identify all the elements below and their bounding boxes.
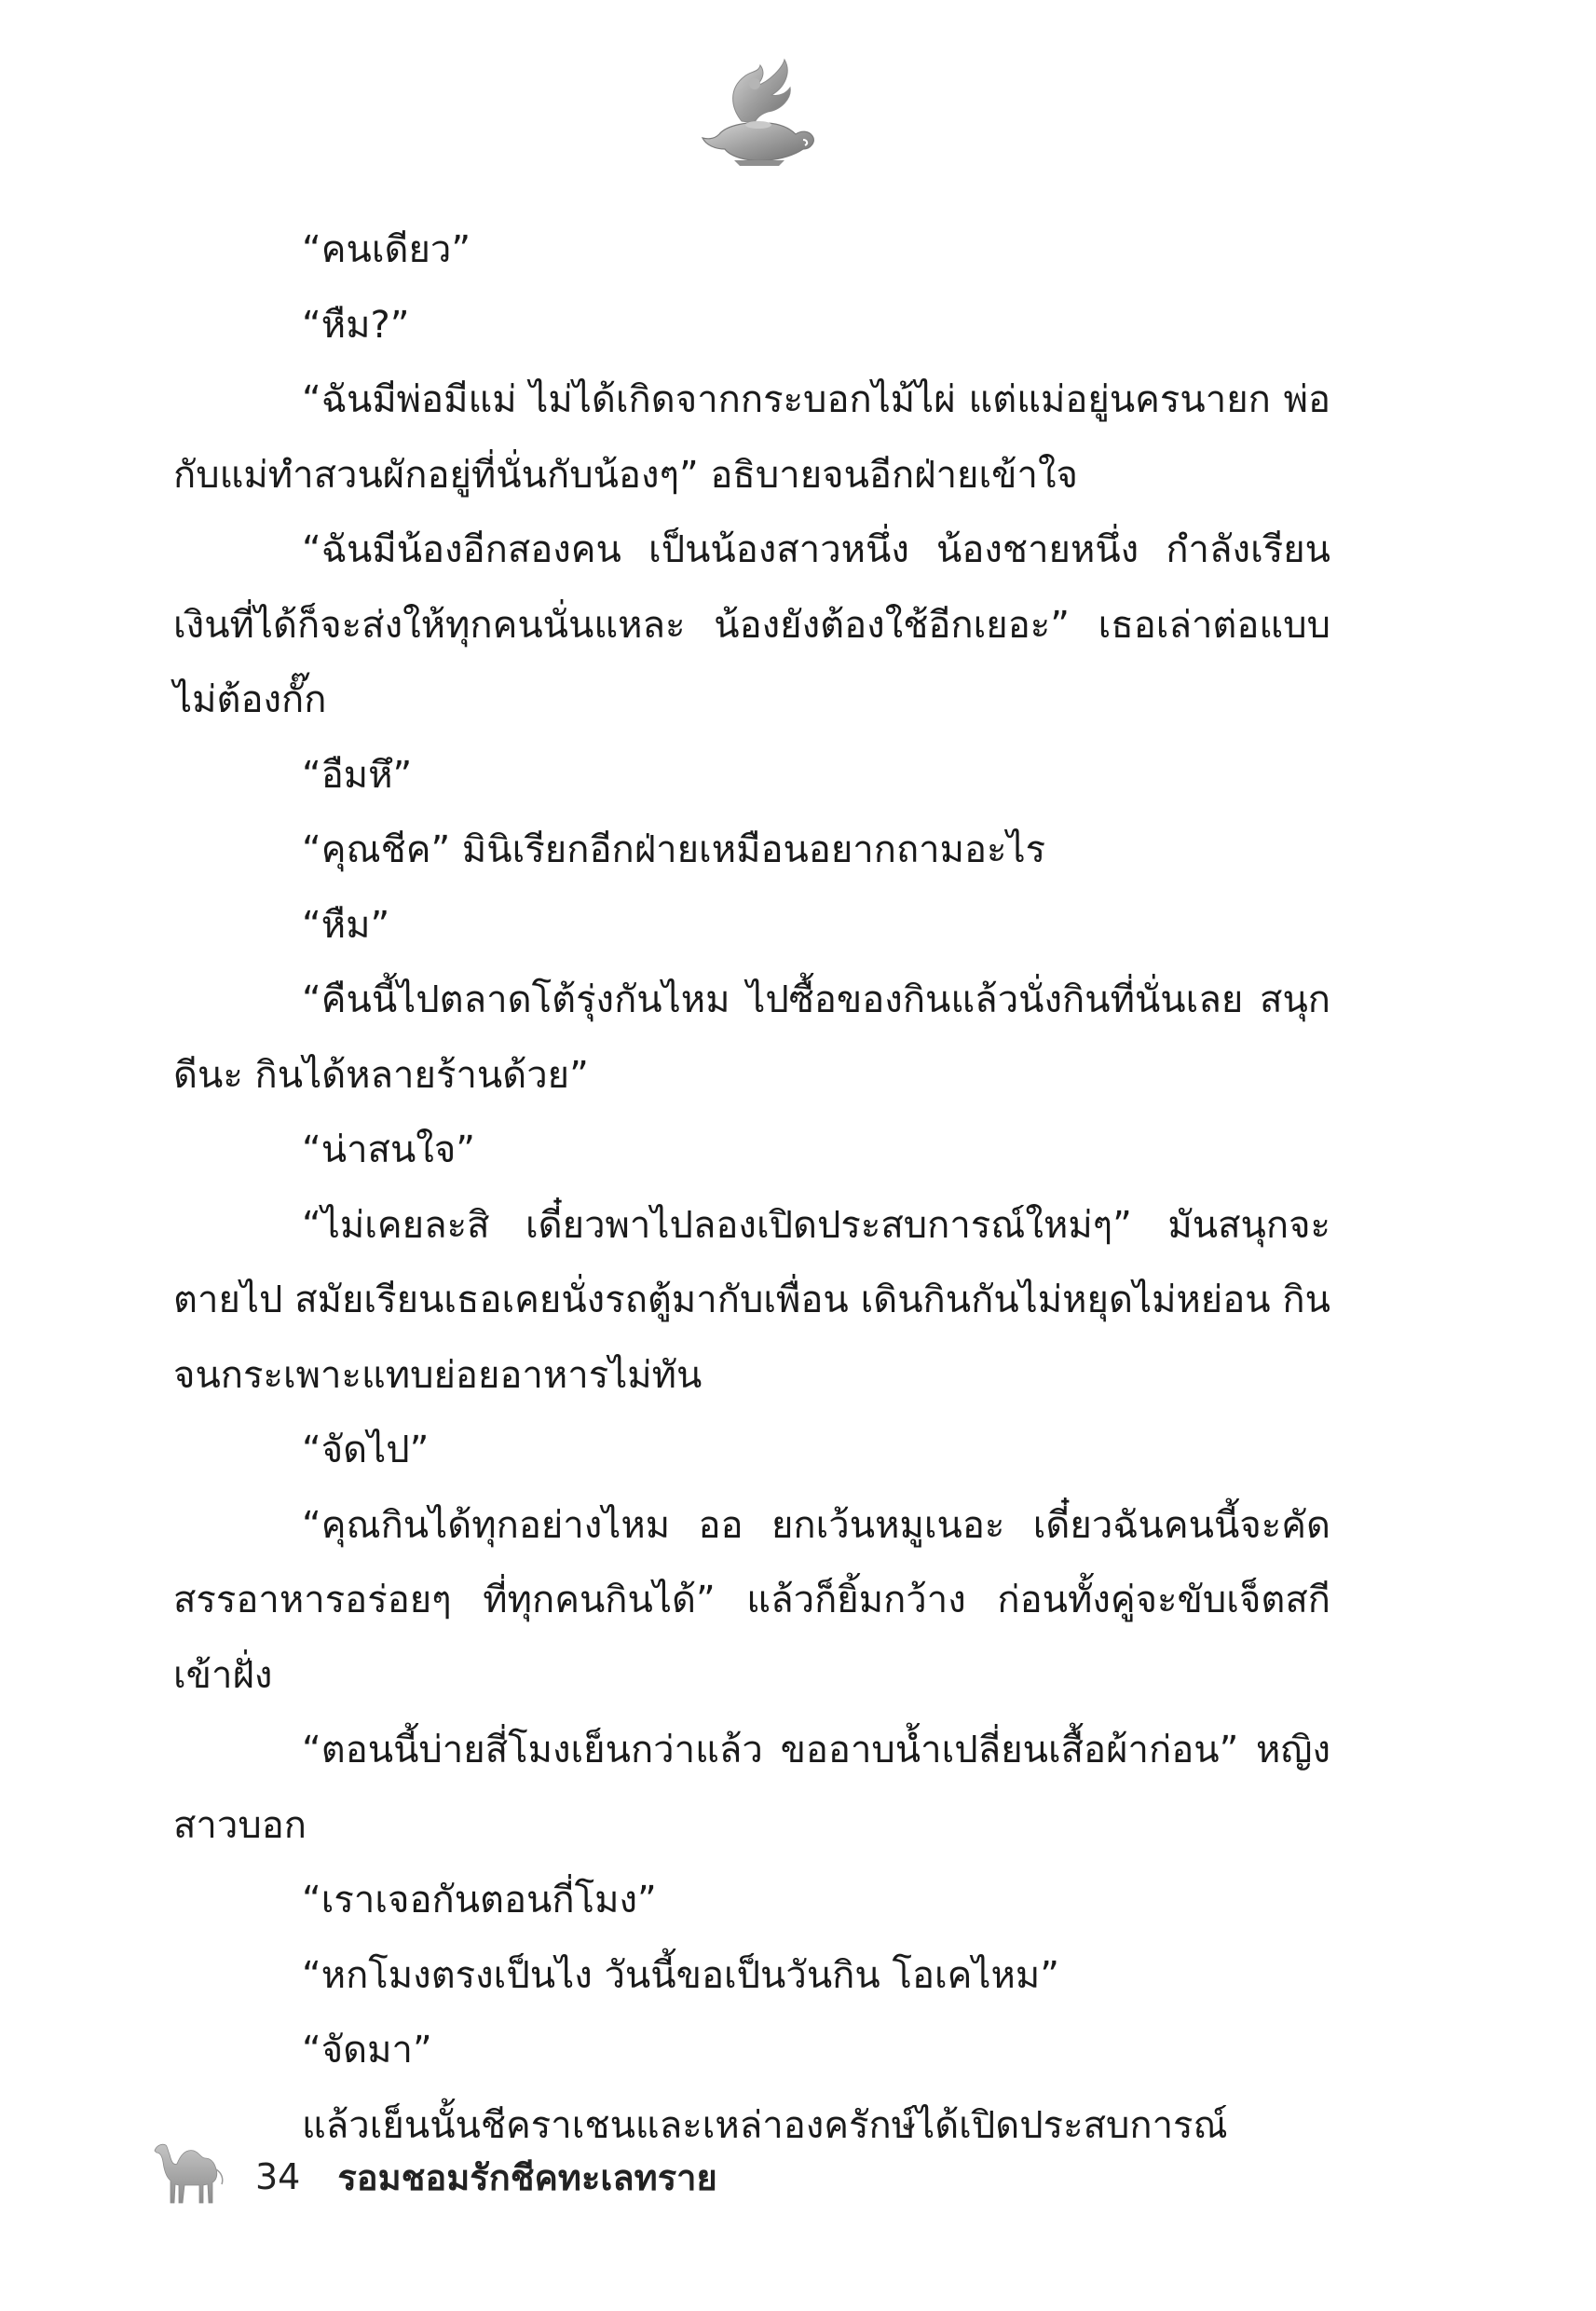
paragraph: “เราเจอกันตอนกี่โมง” xyxy=(302,1879,657,1921)
paragraph: “คืนนี้ไปตลาดโต้รุ่งกันไหม ไปซื้อของกินแล้วนั่งกินที่นั่นเลย สนุกดีนะ กินได้หลายร้านด้วย” xyxy=(173,978,1330,1097)
paragraph: “คุณชีค” มินิเรียกอีกฝ่ายเหมือนอยากถามอะไร xyxy=(302,828,1046,871)
paragraph: “น่าสนใจ” xyxy=(302,1128,475,1171)
genie-lamp-ornament-icon xyxy=(693,56,824,168)
paragraph: “คุณกินได้ทุกอย่างไหม ออ ยกเว้นหมูเนอะ เดี๋ยวฉันคนนี้จะคัดสรรอาหารอร่อยๆ ที่ทุกคนกินได้” แล้วก็ยิ้มกว้าง ก่อนทั้งคู่จะขับเจ็ตสกีเข้าฝั่ง xyxy=(173,1503,1330,1697)
paragraph: “หืม?” xyxy=(302,303,410,347)
paragraph: “ไม่เคยละสิ เดี๋ยวพาไปลองเปิดประสบการณ์ใหม่ๆ” มันสนุกจะตายไป สมัยเรียนเธอเคยนั่งรถตู้มากับเพื่อน เดินกินกันไม่หยุดไม่หย่อน กินจนกระเพาะแทบย่อยอาหารไม่ทัน xyxy=(173,1203,1330,1397)
page-footer xyxy=(149,2125,717,2218)
page-number: 34 xyxy=(255,2156,301,2197)
paragraph: “จัดมา” xyxy=(302,2029,432,2072)
book-title: รอมชอมรักชีคทะเลทราย xyxy=(337,2156,717,2198)
paragraph: “หืม” xyxy=(302,903,390,947)
paragraph: “หกโมงตรงเป็นไง วันนี้ขอเป็นวันกิน โอเคไหม” xyxy=(302,1953,1059,1997)
paragraph: “คนเดียว” xyxy=(302,228,471,271)
paragraph: “ฉันมีน้องอีกสองคน เป็นน้องสาวหนึ่ง น้องชายหนึ่ง กำลังเรียน เงินที่ได้ก็จะส่งให้ทุกคนนั่นแหละ น้องยังต้องใช้อีกเยอะ” เธอเล่าต่อแบบไม่ต้องกั๊ก xyxy=(173,528,1330,721)
paragraph: “ตอนนี้บ่ายสี่โมงเย็นกว่าแล้ว ขออาบน้ำเปลี่ยนเสื้อผ้าก่อน” หญิงสาวบอก xyxy=(173,1729,1330,1847)
paragraph: “อืมหึ” xyxy=(302,753,413,797)
paragraph: “จัดไป” xyxy=(302,1429,430,1471)
body-text xyxy=(173,212,1330,2163)
paragraph: “ฉันมีพ่อมีแม่ ไม่ได้เกิดจากกระบอกไม้ไผ่ แต่แม่อยู่นครนายก พ่อกับแม่ทำสวนผักอยู่ที่นั่นกับน้องๆ” อธิบายจนอีกฝ่ายเข้าใจ xyxy=(173,378,1330,497)
paragraph: แล้วเย็นนั้นชีคราเชนและเหล่าองครักษ์ได้เปิดประสบการณ์ xyxy=(302,2103,1228,2147)
camel-icon xyxy=(149,2134,227,2208)
